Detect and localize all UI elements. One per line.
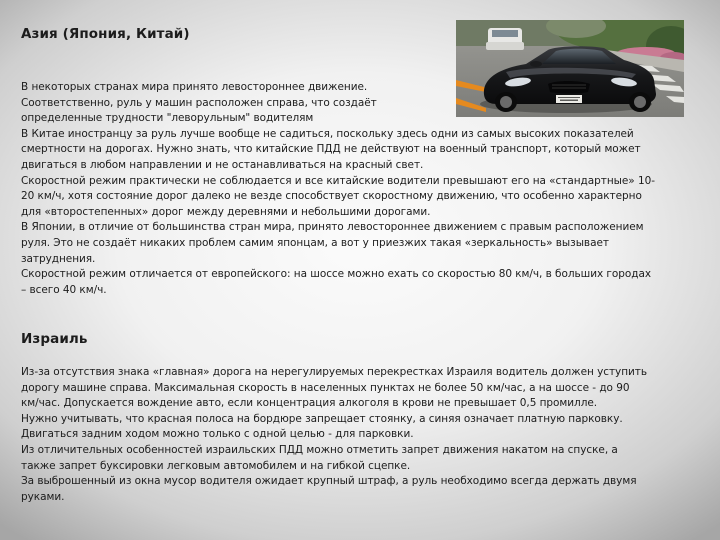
text-line: Из-за отсутствия знака «главная» дорога на нерегулируемых перекрестках Израиля водитель должен уступить bbox=[21, 366, 647, 378]
text-line: руля. Это не создаёт никаких проблем самим японцам, а вот у приезжих такая «зеркальность» вызывает bbox=[21, 236, 609, 249]
asia-text bbox=[21, 80, 655, 298]
text-line: В Китае иностранцу за руль лучше вообще не садиться, поскольку здесь одни из самых высоких показателей bbox=[21, 127, 634, 140]
text-line: двигаться в любом направлении и не останавливаться на красный свет. bbox=[21, 158, 424, 171]
text-line: В Японии, в отличие от большинства стран мира, принято левостороннее движением с правым расположением bbox=[21, 221, 644, 234]
text-line: – всего 40 км/ч. bbox=[21, 283, 107, 296]
section-title-israel: Израиль bbox=[21, 331, 88, 347]
israel-text bbox=[21, 365, 647, 505]
text-line: смертности на дорогах. Нужно знать, что китайские ПДД не действуют на военный транспорт, который может bbox=[21, 143, 641, 156]
text-line: Из отличительных особенностей израильских ПДД можно отметить запрет движения накатом на спуске, а bbox=[21, 443, 618, 456]
text-line: Нужно учитывать, что красная полоса на бордюре запрещает стоянку, а синяя означает платную парковку. bbox=[21, 412, 623, 425]
section-title-asia: Азия (Япония, Китай) bbox=[21, 26, 190, 42]
text-line: Скоростной режим отличается от европейского: на шоссе можно ехать со скоростью 80 км/ч, в больших городах bbox=[21, 268, 652, 281]
text-line: За выброшенный из окна мусор водителя ожидает крупный штраф, а руль необходимо всегда держать двумя bbox=[21, 475, 637, 488]
text-line: определенные трудности "леворульным" водителям bbox=[21, 112, 314, 125]
text-line: км/час. Допускается вождение авто, если концентрация алкоголя в крови не превышает 0,5 промилле. bbox=[21, 397, 598, 410]
text-line: также запрет буксировки легковым автомобилем и на гибкой сцепке. bbox=[21, 459, 411, 472]
text-line: Скоростной режим практически не соблюдается и все китайские водители превышают его на «стандартные» 10- bbox=[21, 174, 655, 187]
text-line: 20 км/ч, хотя состояние дорог далеко не везде способствует скоростному движению, что особенно характерно bbox=[21, 190, 642, 203]
text-line: Двигаться задним ходом можно только с одной целью - для парковки. bbox=[21, 428, 414, 441]
text-line: Соответственно, руль у машин расположен справа, что создаёт bbox=[21, 96, 377, 109]
text-line: руками. bbox=[21, 490, 65, 503]
text-line: затруднения. bbox=[21, 252, 96, 265]
text-line: для «второстепенных» дорог между деревнями и небольшими дорогами. bbox=[21, 205, 431, 218]
text-line: В некоторых странах мира принято левостороннее движение. bbox=[21, 81, 368, 93]
text-line: дорогу машине справа. Максимальная скорость в населенных пунктах не более 50 км/час, а на шоссе - до 90 bbox=[21, 381, 630, 394]
